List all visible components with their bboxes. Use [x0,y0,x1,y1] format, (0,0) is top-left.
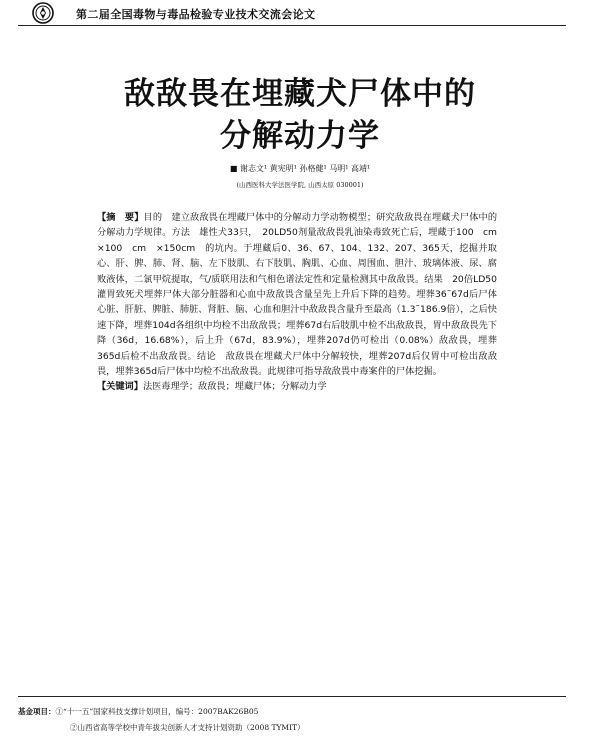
abstract-block [97,210,497,395]
conference-emblem-icon [32,2,54,24]
keywords-label: 【关键词】 [97,381,143,393]
abstract-label: 【摘 要】 [97,212,144,223]
author-list: ■ 谢志文¹ 黄宪明¹ 孙格健¹ 马明¹ 高靖¹ [229,164,371,173]
title-line-1: 敌敌畏在埋藏犬尸体中的 [124,76,476,112]
running-header [18,2,566,26]
title-line-2: 分解动力学 [220,118,380,154]
funding-item-2: ②山西省高等学校中青年拔尖创新人才支持计划资助（2008 TYMIT） [70,723,305,732]
funding-item-1: ①“十一五”国家科技支撑计划项目，编号：2007BAK26B05 [55,707,259,716]
footnote-rule [18,696,566,697]
abstract-text: 目的 建立敌敌畏在埋藏尸体中的分解动力学动物模型；研究敌敌畏在埋藏犬尸体中的分解动力学规律。方法 雄性犬33只， 20LD50剂量敌敌畏乳油染毒致死亡后，埋藏于100 cm ×100 cm ×150cm 的坑内。于埋藏后0、36、67、104、132、207、365天，挖掘并取心、肝、脾、肺、肾、脑、左下肢肌、右下肢肌、胸肌、心血、周围血、胆汁、玻璃体液、尿、腐败液体，二氯甲烷提取，气/质联用法和气相色谱法定性和定量检测其中敌敌畏。结果 20倍LD50灌胃致死犬埋葬尸体大部分脏器和心血中敌敌畏含量呈先上升后下降的趋势。埋葬36˜67d后尸体心脏、肝脏、脾脏、肺脏、肾脏、脑、心血和胆汁中敌敌畏含量升至最高（1.3˜186.9倍），之后快速下降，埋葬104d各组织中均检不出敌敌畏；埋葬67d右后肢肌中检不出敌敌畏，胃中敌敌畏先下降（36d，16.68%），后上升（67d，83.9%），埋葬207d仍可检出（0.08%）敌敌畏，埋葬365d后检不出敌敌畏。结论 敌敌畏在埋藏犬尸体中分解较快，埋葬207d后仅胃中可检出敌敌畏，埋葬365d后尸体中均检不出敌敌畏。此规律可指导敌敌畏中毒案件的尸体挖掘。 [97,212,498,378]
funding-footnote [18,704,305,736]
abstract-paragraph [97,210,497,379]
keywords-paragraph [97,379,497,394]
conference-name: 第二届全国毒物与毒品检验专业技术交流会论文 [76,8,316,21]
header-rule [18,25,566,26]
keywords-text: 法医毒理学；敌敌畏；埋藏尸体；分解动力学 [142,381,327,393]
author-affiliation: (山西医科大学法医学院, 山西太原 030001) [236,181,364,189]
funding-label: 基金项目： [18,707,56,716]
